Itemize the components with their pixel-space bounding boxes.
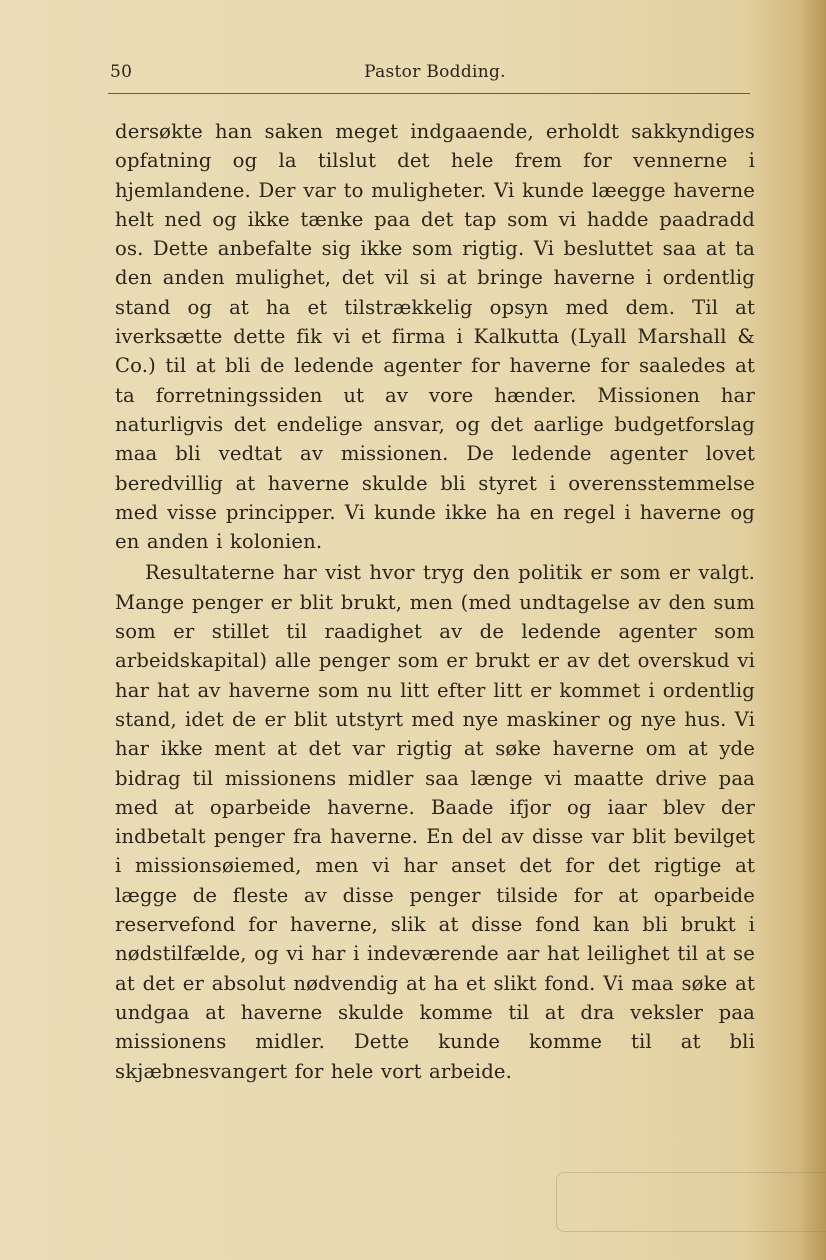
paragraph: Resultaterne har vist hvor tryg den politik er som er valgt. Mange penger er blit brukt, men (med undtagelse av den sum som er stillet til raadighet av de ledende agenter som arbeidskapital) alle penger som er brukt er av det overskud vi har hat av haverne som nu litt efter litt er kommet i ordentlig stand, idet de er blit utstyrt med nye maskiner og nye hus. Vi har ikke ment at det var rigtig at søke haverne om at yde bidrag til missionens midler saa længe vi maatte drive paa med at oparbeide haverne. Baade ifjor og iaar blev der indbetalt penger fra haverne. En del av disse var blit bevilget i missionsøiemed, men vi har anset det for det rigtige at lægge de fleste av disse penger tilside for at oparbeide reservefond for haverne, slik at disse fond kan bli brukt i nødstilfælde, og vi har i indeværende aar hat leilighet til at se at det er absolut nødvendig at ha et slikt fond. Vi maa søke at undgaa at haverne skulde komme til at dra veksler paa missionens midler. Dette kunde komme til at bli skjæbnesvangert for hele vort arbeide. bbox=[115, 561, 755, 1083]
page-number: 50 bbox=[110, 62, 133, 82]
page-corner-mark bbox=[556, 1172, 826, 1232]
header-rule bbox=[108, 93, 750, 94]
page-header bbox=[110, 62, 750, 90]
page-edge-shadow bbox=[800, 0, 826, 1260]
paragraph: dersøkte han saken meget indgaaende, erholdt sakkyndiges opfatning og la tilslut det hele frem for vennerne i hjemlandene. Der var to muligheter. Vi kunde læegge haverne helt ned og ikke tænke paa det tap som vi hadde paadradd os. Dette anbefalte sig ikke som rigtig. Vi besluttet saa at ta den anden mulighet, det vil si at bringe haverne i ordentlig stand og at ha et tilstrækkelig opsyn med dem. Til at iverksætte dette fik vi et firma i Kalkutta (Lyall Marshall & Co.) til at bli de ledende agenter for haverne for saaledes at ta forretningssiden ut av vore hænder. Missionen har naturligvis det endelige ansvar, og det aarlige budgetforslag maa bli vedtat av missionen. De ledende agenter lovet beredvillig at haverne skulde bli styret i overensstemmelse med visse principper. Vi kunde ikke ha en regel i haverne og en anden i kolonien. bbox=[115, 120, 755, 554]
running-title: Pastor Bodding. bbox=[364, 62, 506, 82]
body-text bbox=[115, 117, 755, 1086]
